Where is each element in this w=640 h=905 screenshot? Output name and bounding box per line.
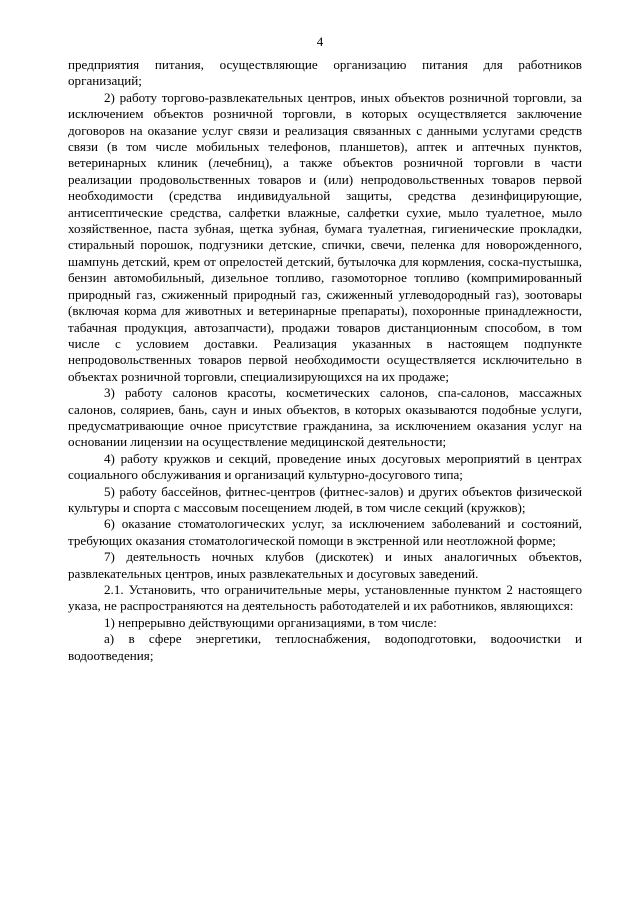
paragraph-item-6: 6) оказание стоматологических услуг, за исключением заболеваний и состояний, требующих оказания стоматологической помощи в экстренной или неотложной форме; (68, 516, 582, 548)
paragraph-item-7: 7) деятельность ночных клубов (дискотек) и иных аналогичных объектов, развлекательных центров, иных развлекательных и досуговых заведений. (68, 549, 582, 581)
paragraph-item-4: 4) работу кружков и секций, проведение иных досуговых мероприятий в центрах социального обслуживания и организаций культурно-досугового типа; (68, 450, 582, 483)
paragraph-item-2: 2) работу торгово-развлекательных центров, иных объектов розничной торговли, за исключением объектов розничной торговли, в которых осуществляется заключение договоров на оказание услуг связи и реализация связанных с данными услугами средств связи (в том числе мобильных телефонов, планшетов), аптек и аптечных пунктов, ветеринарных клиник (лечебниц), а также объектов розничной торговли в части реализации продовольственных товаров и (или) непродовольственных товаров первой необходимости (средства индивидуальной защиты, средства дезинфицирующие, антисептические средства, салфетки влажные, салфетки сухие, мыло туалетное, мыло хозяйственное, паста зубная, щетка зубная, бумага туалетная, гигиенические прокладки, стиральный порошок, подгузники детские, спички, свечи, пеленка для новорожденного, шампунь детский, крем от опрелостей детский, бутылочка для кормления, соска-пустышка, бензин автомобильный, дизельное топливо, газомоторное топливо (компримированный природный газ, сжиженный природный газ, сжиженный углеводородный газ), зоотовары (включая корма для животных и ветеринарные препараты), похоронные принадлежности, табачная продукция, автозапчасти), продажи товаров дистанционным способом, в том числе с условием доставки. Реализация указанных в настоящем подпункте непродовольственных товаров первой необходимости осуществляется исключительно в объектах розничной торговли, специализирующихся на их продаже; (68, 89, 582, 384)
page-number: 4 (316, 34, 324, 49)
paragraph-item-3: 3) работу салонов красоты, косметических салонов, спа-салонов, массажных салонов, соляриев, бань, саун и иных объектов, в которых оказываются подобные услуги, предусматривающие очное присутствие гражданина, за исключением оказания услуг на основании лицензии на осуществление медицинской деятельности; (68, 385, 582, 450)
paragraph-item-5: 5) работу бассейнов, фитнес-центров (фитнес-залов) и других объектов физической культуры и спорта с массовым посещением людей, в том числе секций (кружков); (68, 483, 582, 515)
paragraph-subitem-1: 1) непрерывно действующими организациями, в том числе: (104, 614, 437, 630)
paragraph-subitem-a: а) в сфере энергетики, теплоснабжения, водоподготовки, водоочистки и водоотведения; (68, 631, 582, 663)
paragraph-continuation: предприятия питания, осуществляющие организацию питания для работников организаций; (68, 57, 582, 89)
paragraph-clause-2-1: 2.1. Установить, что ограничительные меры, установленные пунктом 2 настоящего указа, не распространяются на деятельность работодателей и их работников, являющихся: (68, 582, 582, 614)
document-body (68, 57, 582, 664)
